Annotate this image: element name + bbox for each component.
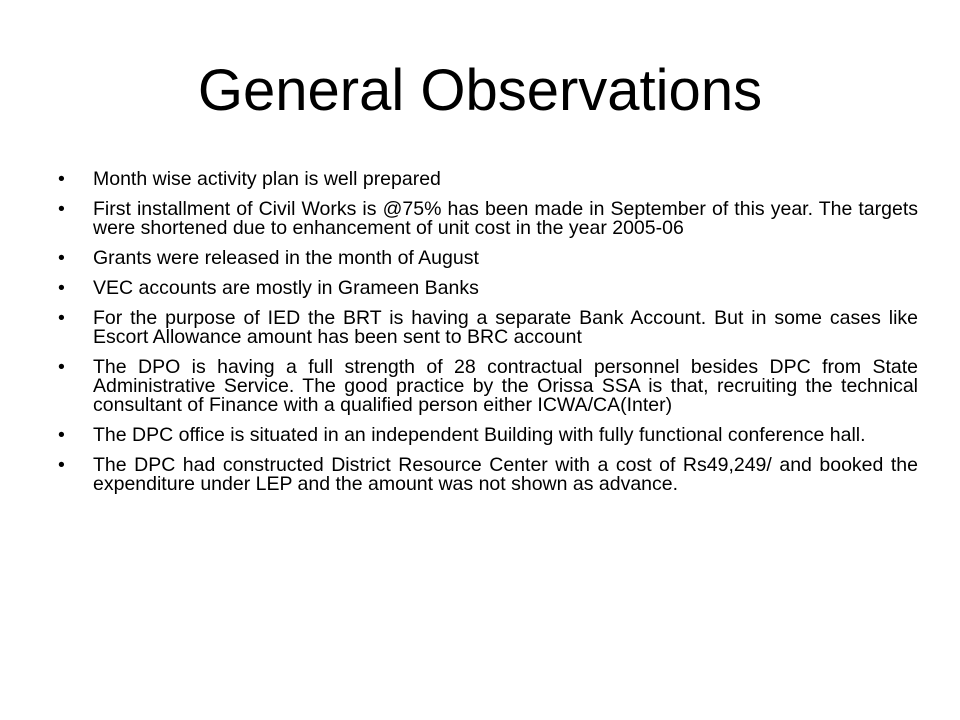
- bullet-text: For the purpose of IED the BRT is having a separate Bank Account. But in some cases like Escort Allowance amount has been sent to BRC account: [93, 307, 918, 348]
- bullet-icon: •: [58, 454, 65, 476]
- bullet-text: The DPC had constructed District Resource Center with a cost of Rs49,249/ and booked the expenditure under LEP and the amount was not shown as advance.: [93, 454, 918, 495]
- bullet-item-2: [58, 200, 918, 238]
- bullet-icon: •: [58, 198, 65, 220]
- bullet-icon: •: [58, 168, 65, 190]
- bullet-text: The DPC office is situated in an independent Building with fully functional conference hall.: [93, 424, 866, 446]
- bullet-text: The DPO is having a full strength of 28 contractual personnel besides DPC from State Administrative Service. The good practice by the Orissa SSA is that, recruiting the technical consultant of Finance with a qualified person either ICWA/CA(Inter): [93, 356, 918, 416]
- slide-title: General Observations: [197, 58, 763, 123]
- bullet-text: First installment of Civil Works is @75% has been made in September of this year. The targets were shortened due to enhancement of unit cost in the year 2005-06: [93, 198, 918, 239]
- bullet-item-6: [58, 358, 918, 415]
- bullet-icon: •: [58, 277, 65, 299]
- bullet-icon: •: [58, 247, 65, 269]
- bullet-text: Month wise activity plan is well prepared: [93, 168, 441, 190]
- bullet-item-3: [58, 249, 918, 268]
- bullet-text: Grants were released in the month of August: [93, 247, 479, 269]
- bullet-list: [58, 170, 918, 505]
- bullet-item-8: [58, 456, 918, 494]
- bullet-item-5: [58, 309, 918, 347]
- bullet-item-4: [58, 279, 918, 298]
- bullet-item-7: [58, 426, 918, 445]
- bullet-item-1: [58, 170, 918, 189]
- bullet-icon: •: [58, 307, 65, 329]
- bullet-icon: •: [58, 356, 65, 378]
- bullet-text: VEC accounts are mostly in Grameen Banks: [93, 277, 479, 299]
- bullet-icon: •: [58, 424, 65, 446]
